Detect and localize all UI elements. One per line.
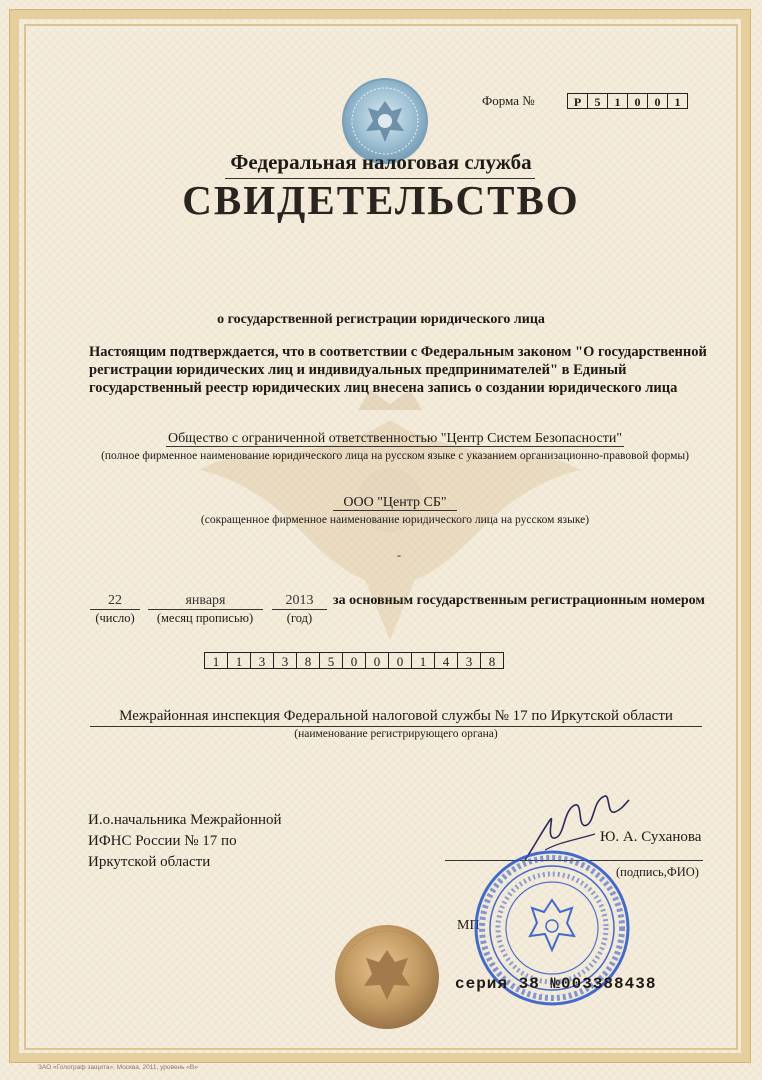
authority-caption: (наименование регистрирующего органа)	[294, 728, 498, 740]
month-caption: (месяц прописью)	[156, 611, 254, 625]
registration-text: за основным государственным регистрационным номером	[333, 593, 705, 608]
mp-label: МП	[457, 918, 480, 933]
ogrn-digit-cell: 1	[227, 652, 251, 669]
form-code-cell: 1	[607, 93, 628, 109]
authority-name: Межрайонная инспекция Федеральной налоговой службы № 17 по Иркутской области	[90, 708, 702, 727]
company-full-name	[0, 431, 762, 447]
document-subtitle: о государственной регистрации юридического лица	[217, 312, 545, 327]
form-code-cell: 1	[667, 93, 688, 109]
document-title: СВИДЕТЕЛЬСТВО	[182, 177, 580, 223]
ogrn-digit-cell: 1	[204, 652, 228, 669]
serial-number: серия 38 №003388438	[455, 975, 657, 993]
ogrn-number	[205, 652, 504, 669]
ogrn-digit-cell: 0	[342, 652, 366, 669]
signatory-position	[88, 810, 282, 873]
ogrn-digit-cell: 5	[319, 652, 343, 669]
form-code-cell: 5	[587, 93, 608, 109]
company-full-name-text: Общество с ограниченной ответственностью "Центр Систем Безопасности"	[167, 431, 623, 446]
date-day: 22	[90, 593, 140, 610]
signatory-name: Ю. А. Суханова	[600, 829, 702, 845]
ogrn-digit-cell: 8	[480, 652, 504, 669]
ogrn-digit-cell: 3	[273, 652, 297, 669]
intro-paragraph: Настоящим подтверждается, что в соответствии с Федеральным законом "О государственной регистрации юридических лиц и индивидуальных предпринимателей" в Единый государственный реестр юридических лиц внесена запись о создании юридического лица	[89, 344, 707, 396]
gold-seal	[332, 922, 442, 1032]
form-code-cell: 0	[647, 93, 668, 109]
position-line: Иркутской области	[88, 854, 211, 870]
date-month: января	[148, 593, 263, 610]
date-year: 2013	[272, 593, 327, 610]
agency-name: Федеральная налоговая служба	[230, 150, 532, 174]
ogrn-digit-cell: 3	[457, 652, 481, 669]
company-short-name-text: ООО "Центр СБ"	[333, 495, 456, 511]
ogrn-digit-cell: 8	[296, 652, 320, 669]
ogrn-digit-cell: 4	[434, 652, 458, 669]
form-label: Форма №	[482, 93, 535, 108]
day-caption: (число)	[95, 611, 135, 625]
form-code-cell: 0	[627, 93, 648, 109]
ogrn-digit-cell: 1	[411, 652, 435, 669]
dash: -	[397, 548, 401, 562]
ogrn-digit-cell: 0	[388, 652, 412, 669]
form-code-cell: Р	[567, 93, 588, 109]
ogrn-digit-cell: 0	[365, 652, 389, 669]
year-caption: (год)	[286, 611, 313, 625]
signature-caption: (подпись,ФИО)	[616, 865, 699, 879]
position-line: И.о.начальника Межрайонной	[88, 812, 282, 828]
company-short-name	[0, 495, 762, 511]
ogrn-digit-cell: 3	[250, 652, 274, 669]
printer-footer: ЗАО «Голограф защита», Москва, 2011, уровень «В»	[38, 1064, 198, 1071]
position-line: ИФНС России № 17 по	[88, 833, 237, 849]
form-code	[568, 93, 688, 109]
full-name-caption: (полное фирменное наименование юридического лица на русском языке с указанием организационно-правовой формы)	[101, 450, 689, 462]
short-name-caption: (сокращенное фирменное наименование юридического лица на русском языке)	[200, 514, 590, 526]
